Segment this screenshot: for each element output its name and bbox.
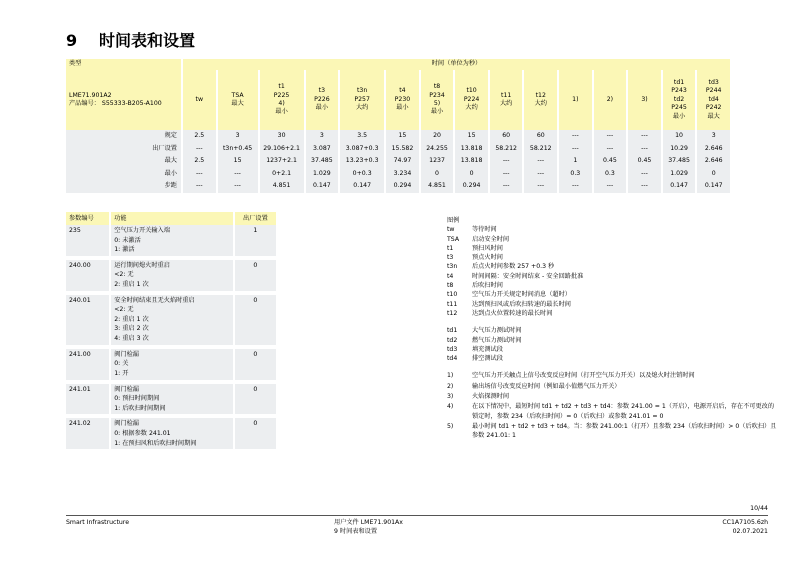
column-header	[183, 70, 216, 130]
row-label: 最大	[66, 155, 181, 168]
legend-key: t10	[447, 291, 458, 299]
time-header: 时间（单位为秒）	[183, 59, 730, 70]
legend	[447, 216, 777, 442]
timing-value: 0+2.1	[260, 168, 304, 181]
timing-row	[66, 168, 730, 181]
timing-value: 13.818	[455, 155, 488, 168]
column-header-line: P245	[671, 104, 687, 112]
column-header-line: 最小	[672, 112, 686, 120]
legend-entry	[447, 281, 777, 290]
column-header-line: 最大	[707, 112, 720, 120]
legend-text: 后吹扫时间	[472, 282, 503, 290]
timing-value: ---	[218, 168, 258, 181]
page-number: 10/44	[750, 505, 768, 512]
legend-key: TSA	[447, 235, 460, 243]
legend-entry	[447, 326, 777, 335]
param-function-header: 功能	[111, 212, 233, 225]
param-factory-value: 1	[235, 225, 276, 256]
legend-text: 等待时间	[472, 226, 497, 234]
param-function-line: 阀门检漏	[114, 350, 139, 358]
product-number: 产品编号： S55333-B205-A100	[69, 100, 162, 107]
column-header	[455, 70, 488, 130]
param-function-line: 阀门检漏	[114, 420, 139, 428]
param-function-line: 0: 未激活	[114, 236, 141, 244]
legend-key: t8	[447, 282, 454, 290]
note-text: 火焰探测时间	[472, 393, 510, 401]
timing-value: 13.818	[455, 143, 488, 156]
note-text: 输出场信号改变反应时间（例如最小值燃气压力开关）	[472, 382, 621, 390]
legend-entry	[447, 225, 777, 234]
timing-value: 3.5	[340, 130, 384, 143]
timing-value: 20	[421, 130, 454, 143]
timing-value: 3	[306, 130, 339, 143]
param-function-line: 1: 后吹扫时间期间	[114, 404, 166, 412]
param-id: 235	[66, 225, 109, 256]
legend-entry	[447, 235, 777, 244]
timing-value: ---	[183, 168, 216, 181]
param-function-line: 运行期间熄火时重启	[114, 261, 170, 269]
timing-row	[66, 130, 730, 143]
timing-value: 37.485	[306, 155, 339, 168]
timing-value: 0.3	[559, 168, 592, 181]
timing-value: 0.294	[386, 180, 419, 193]
column-header-line: t10	[466, 87, 477, 95]
column-header-line: 大约	[355, 104, 369, 112]
legend-key: t12	[447, 309, 458, 317]
param-function	[111, 295, 233, 345]
column-header-line: 最小	[396, 104, 409, 112]
note-key: 2)	[447, 382, 454, 390]
timing-value: 37.485	[663, 155, 696, 168]
column-header	[340, 70, 384, 130]
column-header-line: P230	[394, 95, 411, 103]
column-header	[490, 70, 523, 130]
timing-value: 2.5	[183, 155, 216, 168]
legend-entry	[447, 354, 777, 363]
timing-value: 1.029	[306, 168, 339, 181]
legend-spacer	[447, 318, 777, 326]
column-header	[524, 70, 557, 130]
legend-entry	[447, 336, 777, 345]
timing-value: t3n+0.45	[218, 143, 258, 156]
legend-text: 启动安全时间	[472, 235, 510, 243]
legend-heading: 图例	[447, 217, 460, 224]
timing-value: ---	[218, 180, 258, 193]
column-header-line: t3n	[357, 87, 368, 95]
column-header-line: t1	[278, 83, 285, 91]
legend-key: td3	[447, 345, 458, 353]
legend-text: 大气压力测试时间	[472, 327, 522, 335]
row-label: 出厂设置	[66, 143, 181, 156]
column-header-line: 最大	[231, 100, 244, 107]
footer-company: Smart Infrastructure	[66, 519, 130, 526]
timing-value: 13.23+0.3	[340, 155, 384, 168]
timing-value: 3.087+0.3	[340, 143, 384, 156]
param-function	[111, 260, 233, 291]
section-title-text: 时间表和设置	[99, 31, 196, 50]
row-label: 规定	[66, 130, 181, 143]
param-function-line: <2: 无	[114, 271, 134, 279]
timing-value: ---	[628, 130, 661, 143]
legend-entry	[447, 345, 777, 354]
legend-text: 燃气压力测试时间	[472, 336, 522, 344]
timing-value: 30	[260, 130, 304, 143]
row-label: 最小	[66, 168, 181, 181]
product-type-cell	[66, 70, 181, 130]
timing-table	[64, 59, 732, 193]
footer-date: 02.07.2021	[732, 527, 768, 535]
timing-value: 0.3	[594, 168, 627, 181]
timing-value: 3.234	[386, 168, 419, 181]
legend-entry	[447, 253, 777, 262]
timing-value: 58.212	[490, 143, 523, 156]
timing-value: 2.646	[697, 155, 730, 168]
timing-value: 0.147	[340, 180, 384, 193]
timing-value: 0.45	[594, 155, 627, 168]
timing-value: 3.087	[306, 143, 339, 156]
timing-value: 4.851	[260, 180, 304, 193]
column-header-line: td1	[673, 79, 685, 87]
param-factory-value: 0	[235, 295, 276, 345]
param-factory-value: 0	[235, 418, 276, 449]
column-header-line: 最小	[315, 104, 329, 112]
column-header-line: TSA	[231, 91, 244, 99]
column-header-line: tw	[195, 95, 204, 103]
column-header-line: 3)	[641, 95, 648, 103]
timing-value: 24.255	[421, 143, 454, 156]
param-function	[111, 225, 233, 256]
param-id-header: 参数编号	[66, 212, 109, 225]
column-header-line: t11	[501, 91, 512, 99]
legend-note	[447, 422, 777, 441]
column-header	[306, 70, 339, 130]
param-function-line: 3: 重启 2 次	[114, 325, 149, 333]
param-function	[111, 418, 233, 449]
legend-note	[447, 371, 777, 380]
column-header-line: 4)	[278, 100, 285, 107]
param-factory-header: 出厂设置	[235, 212, 276, 225]
legend-text: 达到预扫风或后吹扫转速的最长时间	[472, 300, 571, 308]
legend-text: 后点火时间参数 257 +0.3 秒	[472, 263, 555, 271]
timing-value: 0.147	[306, 180, 339, 193]
param-function-line: 2: 重启 1 次	[114, 315, 149, 323]
column-header	[421, 70, 454, 130]
legend-entry	[447, 300, 777, 309]
timing-value: ---	[524, 155, 557, 168]
param-row	[66, 418, 276, 449]
param-function-line: 阀门检漏	[114, 385, 139, 393]
column-header	[218, 70, 258, 130]
param-row	[66, 349, 276, 380]
column-header-line: 最小	[275, 108, 288, 116]
legend-text: 排空测试段	[472, 355, 503, 363]
column-header-line: 大约	[499, 100, 513, 107]
column-header	[559, 70, 592, 130]
column-header-line: td2	[673, 95, 685, 103]
timing-value: 15	[386, 130, 419, 143]
footer-document	[334, 519, 403, 536]
timing-value: 2.646	[697, 143, 730, 156]
section-title	[66, 28, 195, 51]
param-function-line: 空气压力开关输入端	[114, 227, 170, 234]
legend-note	[447, 402, 777, 421]
column-header	[260, 70, 304, 130]
timing-value: ---	[628, 143, 661, 156]
timing-value: 1	[559, 155, 592, 168]
legend-entry	[447, 309, 777, 318]
param-function-line: 1: 开	[114, 369, 129, 377]
column-header-line: t8	[433, 83, 441, 91]
legend-entry	[447, 262, 777, 271]
timing-value: 15	[455, 130, 488, 143]
column-header-line: P224	[463, 95, 480, 103]
column-header-line: P234	[429, 91, 445, 99]
timing-value: ---	[594, 143, 627, 156]
timing-value: 10.29	[663, 143, 696, 156]
column-header-line: td3	[708, 79, 719, 87]
timing-value: 15.582	[386, 143, 419, 156]
param-id: 241.00	[66, 349, 109, 380]
timing-value: ---	[490, 155, 523, 168]
timing-value: 58.212	[524, 143, 557, 156]
timing-value: 2.5	[183, 130, 216, 143]
timing-value: 0.147	[663, 180, 696, 193]
timing-value: 1237+2.1	[260, 155, 304, 168]
column-header	[663, 70, 696, 130]
column-header-line: 5)	[433, 100, 441, 107]
param-row	[66, 260, 276, 291]
legend-text: 预扫风时间	[472, 244, 503, 252]
timing-value: 0	[697, 168, 730, 181]
column-header-line: P226	[314, 95, 330, 103]
param-function-line: 4: 重启 3 次	[114, 335, 149, 343]
param-id: 240.01	[66, 295, 109, 345]
column-header-line: 1)	[572, 95, 579, 103]
param-function-line: 1: 激活	[114, 246, 135, 254]
param-row-spacer	[66, 449, 276, 453]
param-factory-value: 0	[235, 260, 276, 291]
legend-text: 填充测试段	[472, 345, 503, 353]
legend-text: 达到点火位置转速的最长时间	[472, 309, 553, 317]
param-factory-value: 0	[235, 349, 276, 380]
timing-row	[66, 143, 730, 156]
legend-key: t3n	[447, 263, 458, 271]
note-text: 空气压力开关触点上信号改变反应时间（打开空气压力开关）以及熄火时注销时间	[472, 372, 695, 380]
footer-reference	[722, 519, 768, 536]
type-header: 类型	[66, 59, 181, 70]
note-text: 在以下情况中，最短时间 td1 + td2 + td3 + td4：参数 241.00 = 1（开启），电源开启后，存在不可更改的锁定时，参数 234（后吹扫时间）= 0（后吹扫）或参数 241.01 = 0	[472, 403, 775, 420]
param-function-line: 1: 在预扫风和后吹扫时间期间	[114, 439, 197, 447]
param-function-line: 0: 预扫时间期间	[114, 395, 160, 403]
legend-text: 空气压力开关规定时间消息（超时）	[472, 291, 571, 299]
timing-value: 0	[421, 168, 454, 181]
footer-divider	[66, 515, 768, 516]
column-header-line: 大约	[534, 100, 547, 107]
note-text: 最小时间 td1 + td2 + td3 + td4。当：参数 241.00:1（打开）且参数 234（后吹扫时间）> 0（后吹扫）且参数 241.01: 1	[472, 422, 777, 440]
footer-doc-id: CC1A7105.6zh	[722, 519, 768, 526]
timing-value: ---	[628, 168, 661, 181]
legend-text: 预点火时间	[472, 254, 503, 262]
timing-value: 3	[697, 130, 730, 143]
param-function-line: <2: 无	[114, 306, 134, 314]
column-header	[594, 70, 627, 130]
footer-section: 9 时间表和设置	[334, 527, 378, 535]
note-key: 1)	[447, 372, 454, 380]
timing-value: ---	[594, 180, 627, 193]
legend-key: td2	[447, 336, 458, 344]
timing-value: 0.294	[455, 180, 488, 193]
legend-key: t4	[447, 272, 454, 280]
param-factory-value: 0	[235, 384, 276, 415]
param-id: 241.01	[66, 384, 109, 415]
timing-row	[66, 180, 730, 193]
timing-value: 0.147	[697, 180, 730, 193]
column-header-line: P242	[705, 104, 722, 112]
column-header-line: P244	[705, 87, 722, 95]
parameter-table	[64, 212, 278, 453]
param-function	[111, 384, 233, 415]
legend-spacer	[447, 363, 777, 371]
note-key: 4)	[447, 403, 454, 411]
legend-key: t11	[447, 300, 458, 308]
column-header-line: P243	[671, 87, 687, 95]
section-number: 9	[66, 31, 78, 50]
footer-document-title: 用户文件 LME71.901Ax	[334, 519, 403, 526]
column-header-line: td4	[708, 95, 719, 103]
timing-value: ---	[183, 143, 216, 156]
legend-key: td4	[447, 355, 458, 363]
column-header	[697, 70, 730, 130]
param-function-line: 2: 重启 1 次	[114, 281, 149, 289]
column-header-line: t3	[318, 87, 326, 95]
legend-key: t1	[447, 244, 454, 252]
legend-key: tw	[447, 226, 455, 234]
timing-value: ---	[490, 180, 523, 193]
timing-value: 4.851	[421, 180, 454, 193]
timing-value: 60	[524, 130, 557, 143]
legend-key: t3	[447, 254, 454, 262]
timing-value: 74.97	[386, 155, 419, 168]
column-header-line: P225	[273, 91, 290, 99]
timing-value: ---	[490, 168, 523, 181]
timing-value: ---	[594, 130, 627, 143]
timing-value: ---	[524, 180, 557, 193]
column-header-line: t4	[399, 87, 406, 95]
legend-entry	[447, 272, 777, 281]
param-function	[111, 349, 233, 380]
timing-value: 0.45	[628, 155, 661, 168]
column-header-line: 2)	[606, 95, 614, 103]
param-row	[66, 384, 276, 415]
legend-key: td1	[447, 327, 458, 335]
note-key: 3)	[447, 393, 454, 401]
param-row	[66, 295, 276, 345]
legend-text: 时间间隔：安全时间结束 - 安全回路批准	[472, 272, 584, 280]
column-header	[628, 70, 661, 130]
timing-value: 29.106+2.1	[260, 143, 304, 156]
timing-value: 0	[455, 168, 488, 181]
timing-value: 10	[663, 130, 696, 143]
timing-value: ---	[183, 180, 216, 193]
param-id: 240.00	[66, 260, 109, 291]
timing-value: ---	[559, 143, 592, 156]
timing-value: ---	[559, 130, 592, 143]
timing-value: ---	[524, 168, 557, 181]
row-label: 步距	[66, 180, 181, 193]
timing-value: ---	[559, 180, 592, 193]
legend-note	[447, 392, 777, 401]
timing-value: 1.029	[663, 168, 696, 181]
note-key: 5)	[447, 422, 454, 430]
column-header-line: t12	[535, 91, 546, 99]
legend-entry	[447, 244, 777, 253]
column-header-line: 大约	[465, 104, 478, 112]
param-function-line: 0: 关	[114, 360, 129, 368]
timing-value: 0+0.3	[340, 168, 384, 181]
param-function-line: 0: 根据参数 241.01	[114, 429, 171, 437]
legend-entry	[447, 290, 777, 299]
param-id: 241.02	[66, 418, 109, 449]
timing-value: ---	[628, 180, 661, 193]
timing-value: 60	[490, 130, 523, 143]
column-header-line: P257	[354, 95, 370, 103]
param-row	[66, 225, 276, 256]
timing-value: 15	[218, 155, 258, 168]
timing-row	[66, 155, 730, 168]
legend-note	[447, 382, 777, 391]
product-type: LME71.901A2	[69, 91, 112, 99]
timing-value: 1237	[421, 155, 454, 168]
param-function-line: 安全时间结束且无火焰时重启	[114, 296, 195, 304]
timing-value: 3	[218, 130, 258, 143]
column-header	[386, 70, 419, 130]
column-header-line: 最小	[430, 108, 444, 116]
